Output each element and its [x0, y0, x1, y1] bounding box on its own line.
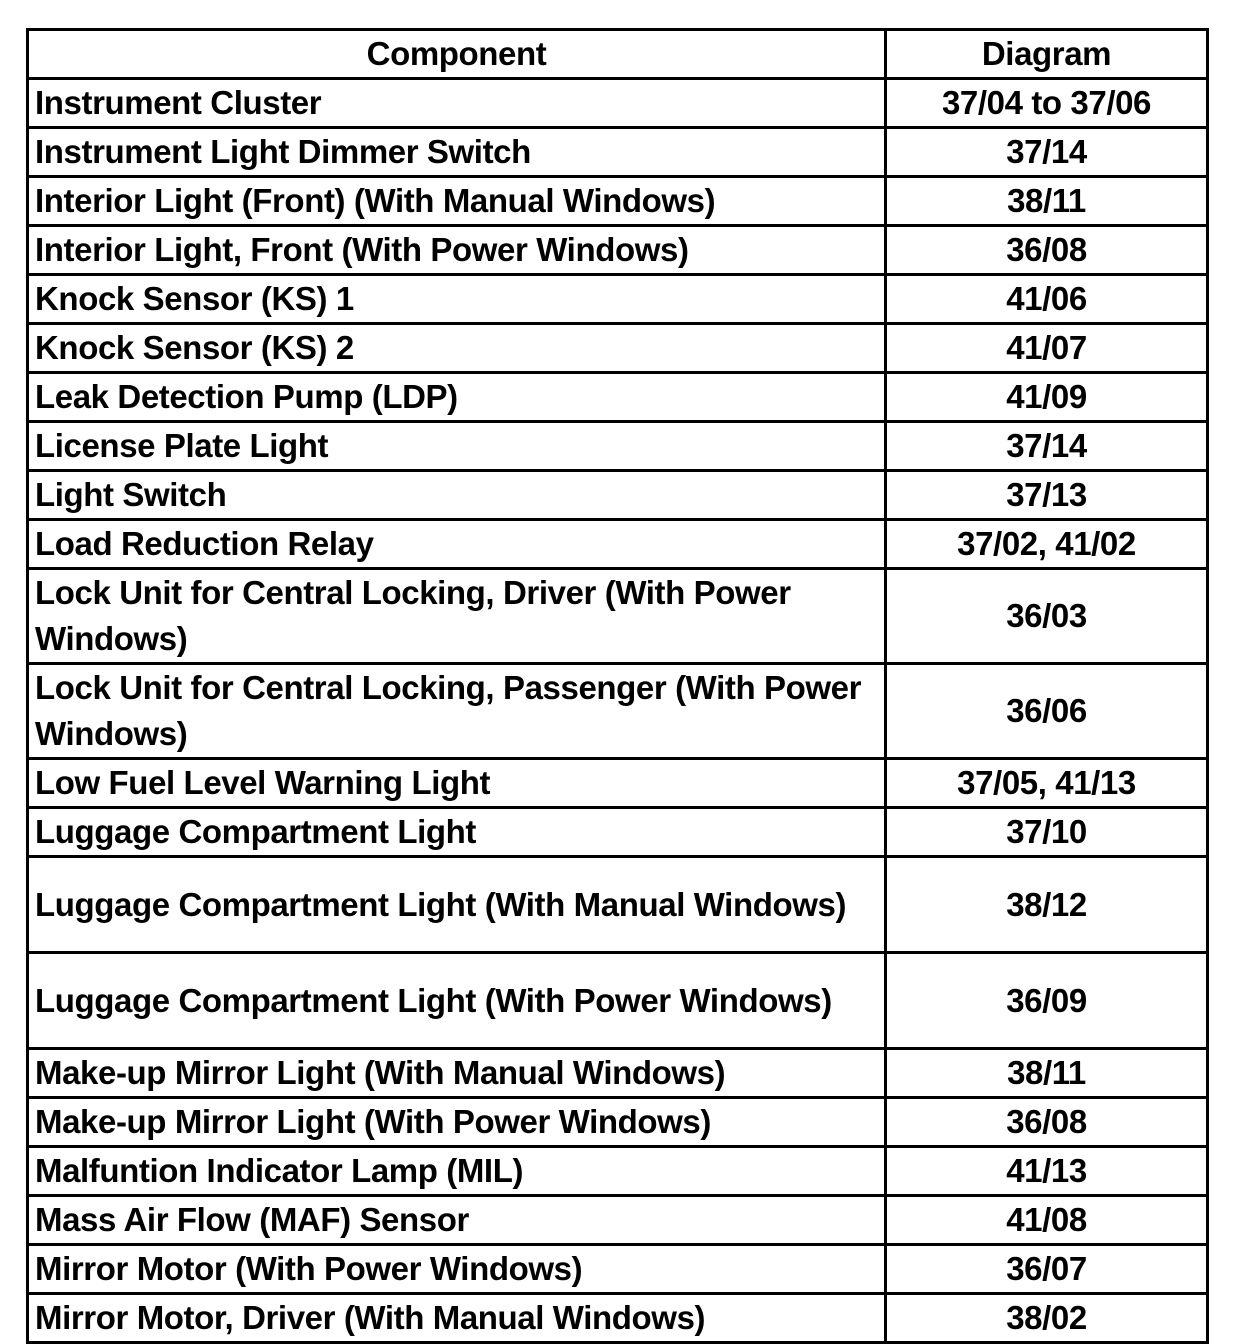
- table-row: [28, 226, 1208, 275]
- diagram-cell: 36/06: [886, 664, 1208, 759]
- component-cell: Leak Detection Pump (LDP): [28, 373, 886, 422]
- diagram-cell: 37/05, 41/13: [886, 759, 1208, 808]
- table-row: [28, 373, 1208, 422]
- diagram-cell: 41/07: [886, 324, 1208, 373]
- table-row: [28, 857, 1208, 953]
- component-cell: Make-up Mirror Light (With Power Windows): [28, 1098, 886, 1147]
- diagram-cell: 36/08: [886, 226, 1208, 275]
- component-cell: Interior Light (Front) (With Manual Windows): [28, 177, 886, 226]
- component-cell: Knock Sensor (KS) 1: [28, 275, 886, 324]
- diagram-cell: 37/14: [886, 128, 1208, 177]
- diagram-cell: 41/09: [886, 373, 1208, 422]
- component-cell: Mirror Motor (With Power Windows): [28, 1245, 886, 1294]
- component-cell: Instrument Light Dimmer Switch: [28, 128, 886, 177]
- diagram-column-header: Diagram: [886, 30, 1208, 79]
- component-cell: Low Fuel Level Warning Light: [28, 759, 886, 808]
- table-row: [28, 1049, 1208, 1098]
- component-cell: Mirror Motor, Driver (With Manual Windows): [28, 1294, 886, 1343]
- component-cell: Malfuntion Indicator Lamp (MIL): [28, 1147, 886, 1196]
- table-row: [28, 1098, 1208, 1147]
- table-row: [28, 324, 1208, 373]
- component-cell: Lock Unit for Central Locking, Passenger (With Power Windows): [28, 664, 886, 759]
- diagram-cell: 37/10: [886, 808, 1208, 857]
- table-row: [28, 808, 1208, 857]
- header-row: [28, 30, 1208, 79]
- diagram-cell: 41/13: [886, 1147, 1208, 1196]
- table-row: [28, 569, 1208, 664]
- component-cell: Interior Light, Front (With Power Windows): [28, 226, 886, 275]
- diagram-cell: 38/11: [886, 1049, 1208, 1098]
- component-cell: Luggage Compartment Light (With Manual Windows): [28, 857, 886, 953]
- component-cell: Luggage Compartment Light: [28, 808, 886, 857]
- diagram-cell: 36/03: [886, 569, 1208, 664]
- component-cell: License Plate Light: [28, 422, 886, 471]
- table-row: [28, 471, 1208, 520]
- diagram-cell: 41/08: [886, 1196, 1208, 1245]
- diagram-cell: 37/04 to 37/06: [886, 79, 1208, 128]
- component-cell: Light Switch: [28, 471, 886, 520]
- component-cell: Knock Sensor (KS) 2: [28, 324, 886, 373]
- component-cell: Load Reduction Relay: [28, 520, 886, 569]
- diagram-cell: 37/02, 41/02: [886, 520, 1208, 569]
- component-cell: Instrument Cluster: [28, 79, 886, 128]
- component-diagram-index: [26, 28, 1206, 1344]
- diagram-cell: 36/09: [886, 953, 1208, 1049]
- component-table: [26, 28, 1209, 1344]
- diagram-cell: 41/06: [886, 275, 1208, 324]
- table-row: [28, 275, 1208, 324]
- table-row: [28, 664, 1208, 759]
- diagram-cell: 36/07: [886, 1245, 1208, 1294]
- component-cell: Luggage Compartment Light (With Power Windows): [28, 953, 886, 1049]
- diagram-cell: 38/02: [886, 1294, 1208, 1343]
- table-row: [28, 1294, 1208, 1343]
- table-row: [28, 520, 1208, 569]
- diagram-cell: 36/08: [886, 1098, 1208, 1147]
- table-row: [28, 953, 1208, 1049]
- table-row: [28, 1147, 1208, 1196]
- table-row: [28, 759, 1208, 808]
- table-row: [28, 79, 1208, 128]
- component-cell: Make-up Mirror Light (With Manual Windows): [28, 1049, 886, 1098]
- component-cell: Mass Air Flow (MAF) Sensor: [28, 1196, 886, 1245]
- diagram-cell: 37/13: [886, 471, 1208, 520]
- table-row: [28, 128, 1208, 177]
- table-row: [28, 1245, 1208, 1294]
- diagram-cell: 38/11: [886, 177, 1208, 226]
- component-cell: Lock Unit for Central Locking, Driver (With Power Windows): [28, 569, 886, 664]
- table-row: [28, 422, 1208, 471]
- diagram-cell: 38/12: [886, 857, 1208, 953]
- table-row: [28, 1196, 1208, 1245]
- table-row: [28, 177, 1208, 226]
- diagram-cell: 37/14: [886, 422, 1208, 471]
- component-column-header: Component: [28, 30, 886, 79]
